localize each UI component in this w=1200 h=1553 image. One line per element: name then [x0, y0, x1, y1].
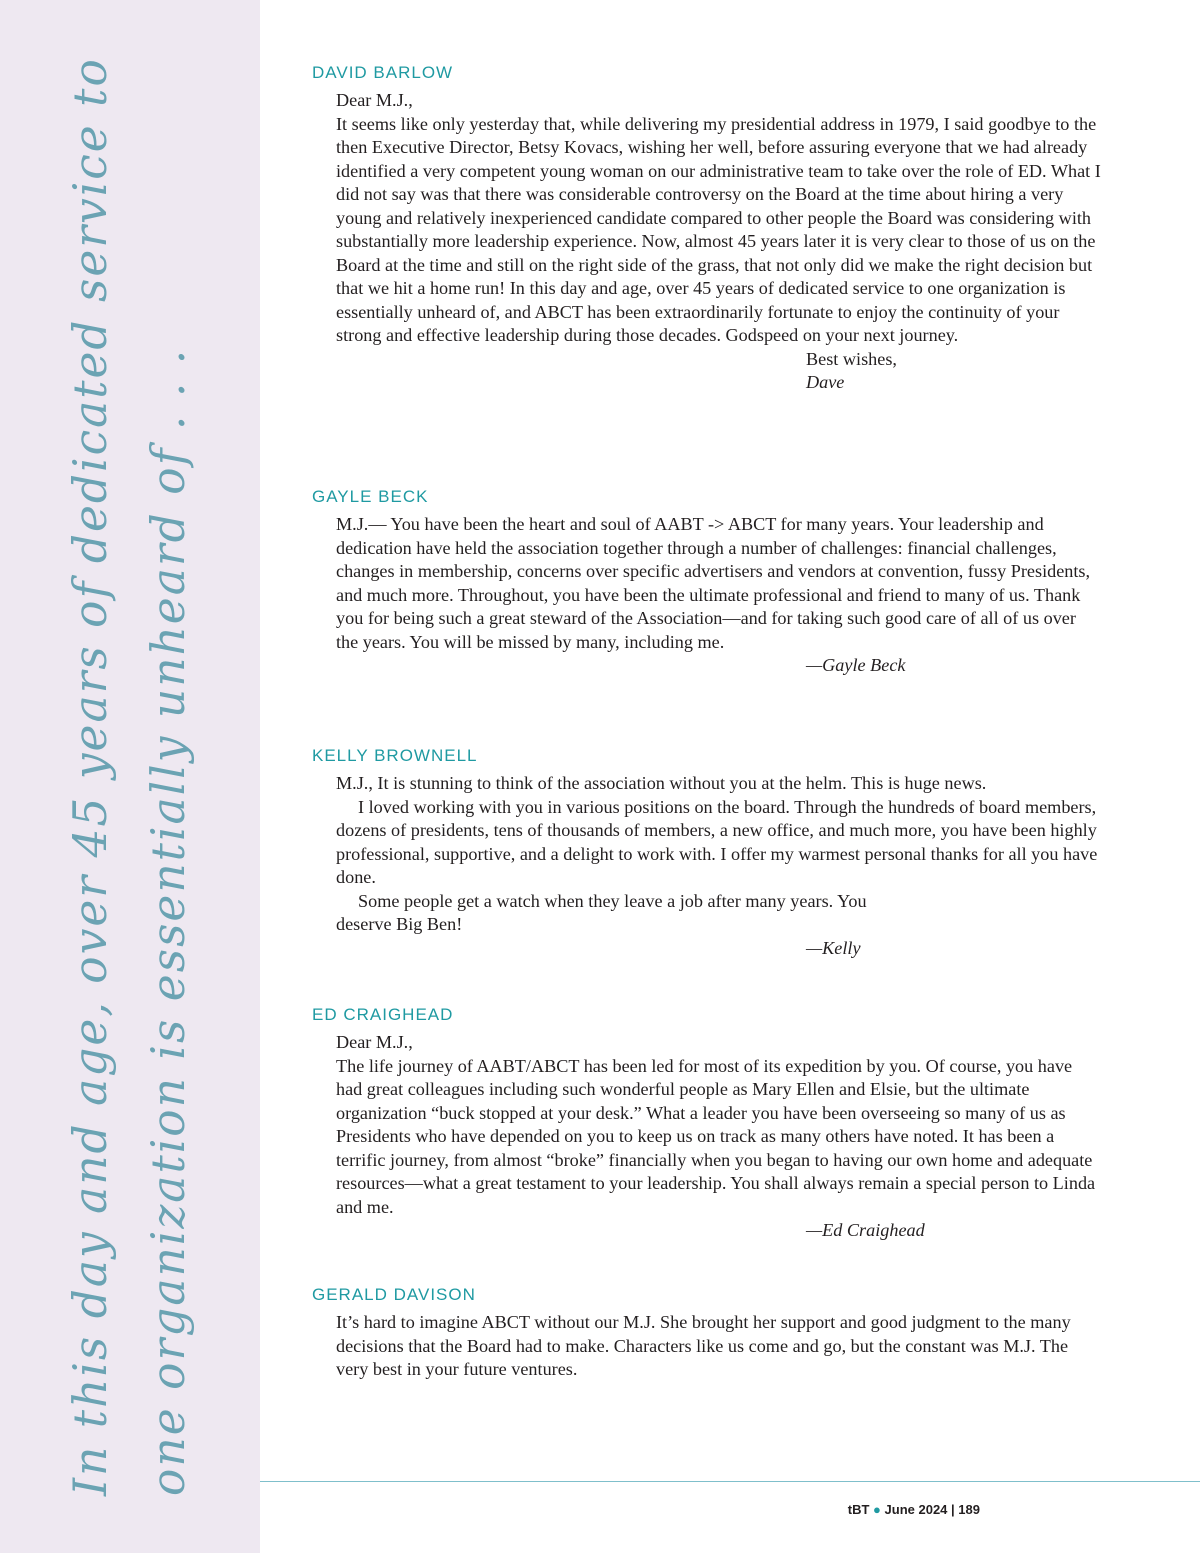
paragraph: It seems like only yesterday that, while delivering my presidential address in 1979, I said goodbye to the then Executive Director, Betsy Kovacs, wishing her well, before assuring everyone that we had already identified a very competent young woman on our administrative team to take over the role of ED. What I did not say was that there was considerable controversy on the Board at the time about hiring a very young and relatively inexperienced candidate compared to other people the Board was considering with substantially more leadership experience. Now, almost 45 years later it is very clear to those of us on the Board at the time and still on the right side of the grass, that not only did we make the right decision but that we hit a home run! In this day and age, over 45 years of dedicated service to one organization is essentially unheard of, and ABCT has been extraordinarily fortunate to enjoy the continuity of your strong and effective leadership during those decades. Godspeed on your next journey. — [336, 113, 1101, 345]
signature: —Ed Craighead — [806, 1220, 925, 1240]
letter-body — [336, 1031, 1102, 1243]
issue-date: June 2024 — [884, 1502, 948, 1517]
letter-body — [336, 89, 1102, 395]
letter-kelly-brownell — [312, 745, 1102, 960]
footer-separator: | — [951, 1502, 955, 1517]
pull-quote-line-1: In this day and age, over 45 years of dedicated service to — [64, 57, 117, 1496]
page-footer — [848, 1502, 980, 1517]
signature: Dave — [806, 372, 845, 392]
author-name: DAVID BARLOW — [312, 63, 454, 82]
letter-david-barlow — [312, 62, 1102, 395]
publication-name: tBT — [847, 1502, 870, 1517]
salutation: Dear M.J., — [336, 90, 413, 110]
letter-gerald-davison — [312, 1284, 1102, 1382]
paragraph: I loved working with you in various positions on the board. Through the hundreds of board members, dozens of presidents, tens of thousands of members, a new office, and much more, you have been highly professional, supportive, and a delight to work with. I offer my warmest personal thanks for all you have done. — [336, 796, 1098, 887]
paragraph: The life journey of AABT/ABCT has been led for most of its expedition by you. Of course, you have had great colleagues including such wonderful people as Mary Ellen and Elsie, but the ultimate organization “buck stopped at your desk.” What a leader you have been overseeing so many of us as Presidents who have depended on you to keep us on track as many others have noted. It has been a terrific journey, from almost “broke” financially when you began to having our own home and adequate resources—what a great testament to your leadership. You shall always remain a special person to Linda and me. — [336, 1055, 1096, 1217]
page-number: 189 — [958, 1502, 980, 1517]
author-name: ED CRAIGHEAD — [312, 1005, 454, 1024]
pull-quote — [52, 56, 208, 1496]
signature: —Gayle Beck — [806, 655, 906, 675]
salutation: Dear M.J., — [336, 1032, 413, 1052]
letter-body — [336, 1311, 1102, 1382]
author-name: GAYLE BECK — [312, 487, 429, 506]
letter-ed-craighead — [312, 1004, 1102, 1243]
letter-gayle-beck — [312, 486, 1102, 678]
closing: Best wishes, — [806, 348, 897, 369]
paragraph: Some people get a watch when they leave a job after many years. You deserve Big Ben! — [336, 890, 867, 934]
letter-body — [336, 772, 1102, 960]
paragraph: It’s hard to imagine ABCT without our M.J. She brought her support and good judgment to the many decisions that the Board had to make. Characters like us come and go, but the constant was M.J. The very best in your future ventures. — [336, 1312, 1071, 1379]
footer-rule — [260, 1481, 1200, 1482]
author-name: KELLY BROWNELL — [312, 746, 478, 765]
letter-body — [336, 513, 1102, 678]
pull-quote-line-2: one organization is essentially unheard of . . . — [142, 347, 195, 1496]
paragraph: M.J., It is stunning to think of the association without you at the helm. This is huge news. — [336, 773, 987, 793]
author-name: GERALD DAVISON — [312, 1285, 476, 1304]
bullet-dot-icon: ● — [873, 1502, 881, 1517]
signature: —Kelly — [806, 937, 861, 958]
paragraph: M.J.— You have been the heart and soul of AABT -> ABCT for many years. Your leadership and dedication have held the association together through a number of challenges: financial challenges, changes in membership, concerns over specific advertisers and vendors at convention, fussy Presidents, and much more. Throughout, you have been the ultimate professional and friend to many of us. Thank you for being such a great steward of the Association—and for taking such good care of all of us over the years. You will be missed by many, including me. — [336, 514, 1091, 652]
